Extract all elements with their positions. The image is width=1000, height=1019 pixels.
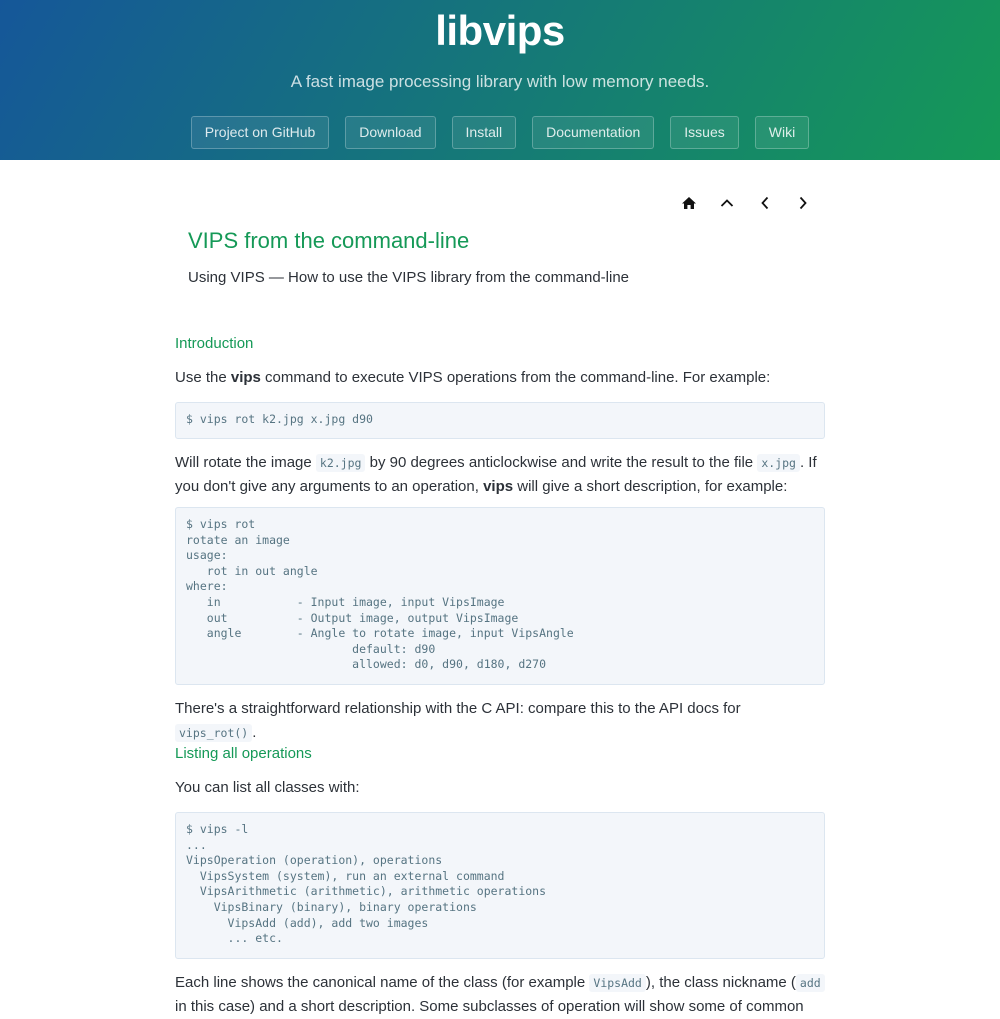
para-text: There's a straightforward relationship with the C API: compare this to the API docs for <box>175 700 741 717</box>
home-icon[interactable] <box>679 193 699 213</box>
code-block-rot-usage: $ vips rot rotate an image usage: rot in out angle where: in - Input image, input VipsImage out - Output image, output VipsImage angle - Angle to rotate image, input VipsAngle default: d90 allowed: d0, d90, d180, d270 <box>175 507 825 685</box>
next-icon[interactable] <box>793 193 813 213</box>
class-description-paragraph <box>175 971 825 1019</box>
code-block-list-operations: $ vips -l ... VipsOperation (operation), operations VipsSystem (system), run an external command VipsArithmetic (arithmetic), arithmetic operations VipsBinary (binary), binary operations VipsAdd (add), add two images ... etc. <box>175 812 825 959</box>
page-navigation <box>679 193 813 213</box>
previous-icon[interactable] <box>755 193 775 213</box>
up-icon[interactable] <box>717 193 737 213</box>
inline-code-x: x.jpg <box>757 454 800 472</box>
site-title[interactable]: libvips <box>435 7 565 54</box>
page-title: VIPS from the command-line <box>188 228 470 253</box>
para-text: by 90 degrees anticlockwise and write the result to the file <box>365 454 758 471</box>
intro-text: Use the <box>175 369 231 386</box>
para-text: in this case) and a short description. Some subclasses of operation will show some of common <box>175 998 804 1015</box>
inline-code-k2: k2.jpg <box>316 454 366 472</box>
wiki-button[interactable]: Wiki <box>755 116 809 149</box>
code-block-rot-example: $ vips rot k2.jpg x.jpg d90 <box>175 402 825 439</box>
inline-code-vips-rot[interactable]: vips_rot() <box>175 724 252 742</box>
listing-paragraph: You can list all classes with: <box>175 779 360 796</box>
rotate-paragraph <box>175 451 825 499</box>
para-text: . <box>252 724 257 741</box>
para-text: ), the class nickname ( <box>645 974 796 991</box>
inline-code-vipsadd: VipsAdd <box>589 974 645 992</box>
para-text: . If you don't give any arguments to an operation, <box>175 454 817 495</box>
vips-command-term: vips <box>230 369 261 386</box>
intro-paragraph <box>175 366 825 390</box>
para-text: Each line shows the canonical name of the class (for example <box>175 974 590 991</box>
install-button[interactable]: Install <box>452 116 517 149</box>
site-tagline: A fast image processing library with low memory needs. <box>290 72 710 91</box>
para-text: Will rotate the image <box>175 454 316 471</box>
para-text: will give a short description, for example: <box>513 478 788 495</box>
github-button[interactable]: Project on GitHub <box>191 116 330 149</box>
site-header <box>0 0 1000 160</box>
documentation-button[interactable]: Documentation <box>532 116 654 149</box>
listing-heading: Listing all operations <box>175 745 312 762</box>
header-nav <box>0 116 1000 149</box>
issues-button[interactable]: Issues <box>670 116 738 149</box>
vips-command-term: vips <box>483 478 514 495</box>
page-purpose: Using VIPS — How to use the VIPS library from the command-line <box>188 269 630 286</box>
download-button[interactable]: Download <box>345 116 435 149</box>
introduction-heading: Introduction <box>175 335 254 352</box>
inline-code-add: add <box>796 974 825 992</box>
intro-text-rest: command to execute VIPS operations from the command-line. For example: <box>260 369 771 386</box>
api-paragraph <box>175 697 825 745</box>
